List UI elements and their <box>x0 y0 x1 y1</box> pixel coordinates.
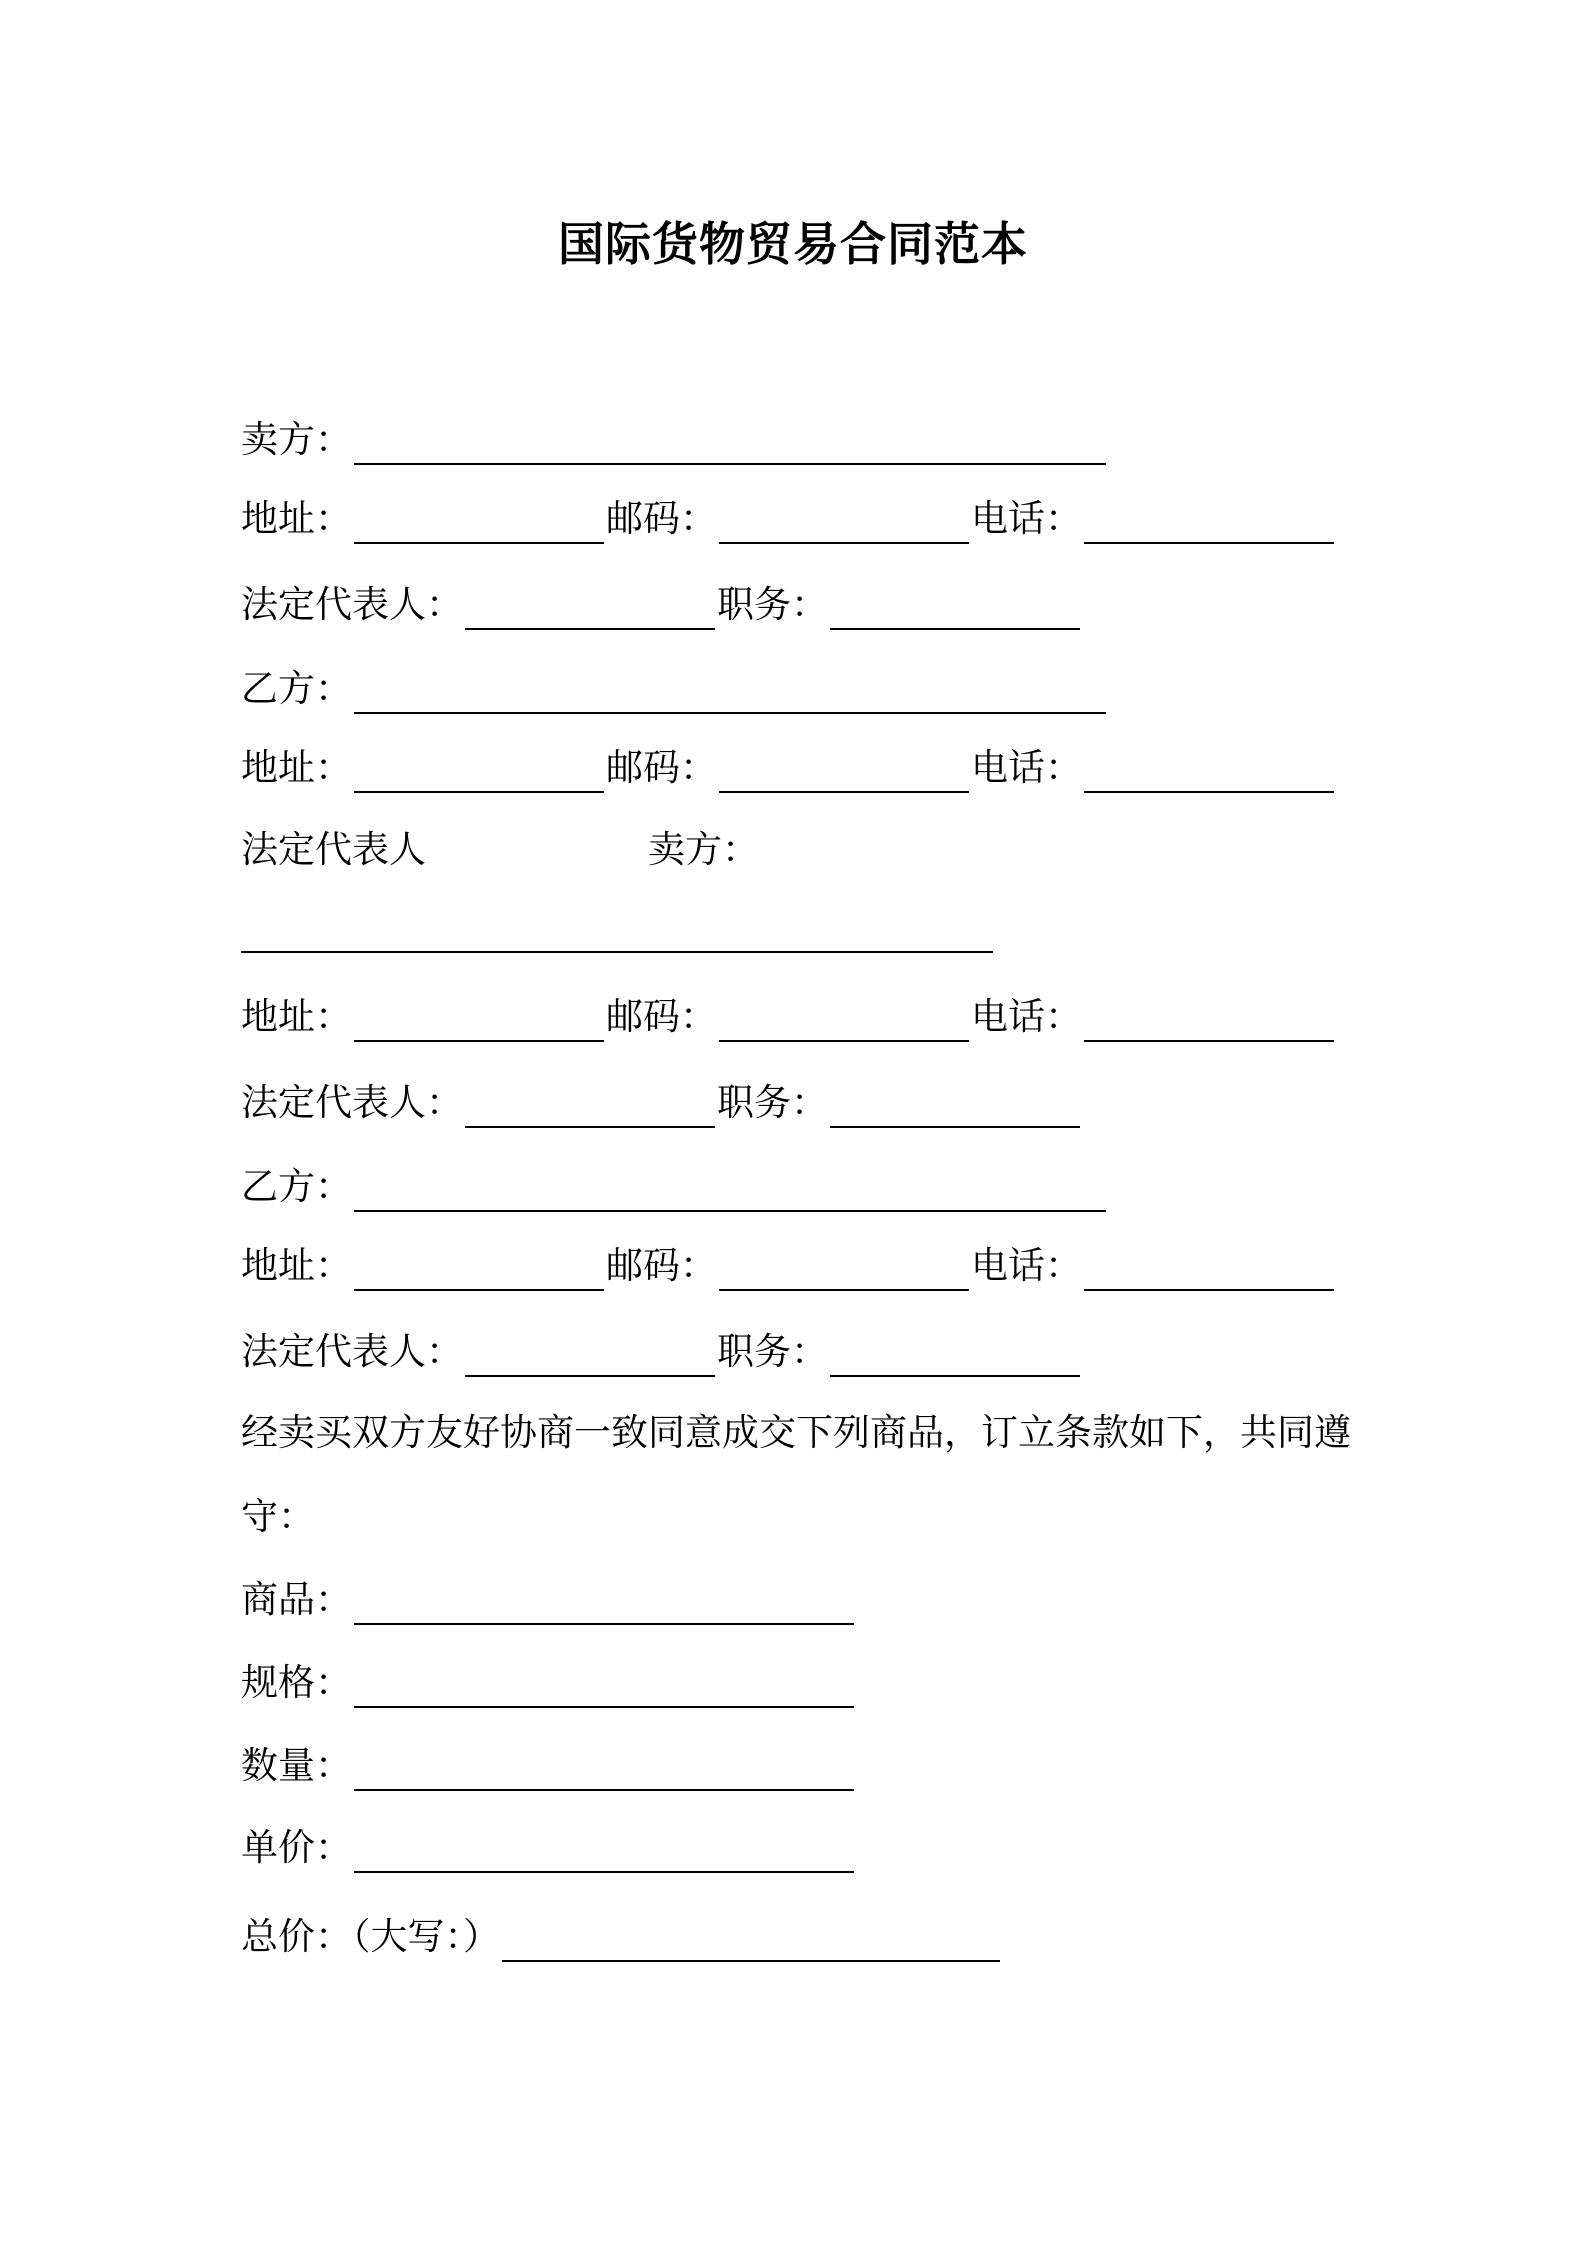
party-b-blank[interactable] <box>354 1172 1106 1212</box>
unit-price-line <box>241 1823 856 1873</box>
position-blank[interactable] <box>830 1088 1080 1128</box>
position-label: 职务： <box>717 1081 828 1124</box>
position-blank[interactable] <box>830 590 1080 630</box>
postcode-label: 邮码： <box>606 746 717 789</box>
phone-label: 电话： <box>971 1244 1082 1287</box>
unit-price-label: 单价： <box>241 1826 352 1869</box>
seller-blank-line <box>241 913 995 953</box>
postcode-label: 邮码： <box>606 1244 717 1287</box>
postcode-label: 邮码： <box>606 497 717 540</box>
party-b-blank[interactable] <box>354 674 1106 714</box>
phone-blank[interactable] <box>1084 504 1334 544</box>
goods-blank[interactable] <box>354 1585 854 1625</box>
postcode-blank[interactable] <box>719 504 969 544</box>
unit-price-blank[interactable] <box>354 1833 854 1873</box>
quantity-line <box>241 1741 856 1791</box>
address-line <box>241 743 1336 793</box>
position-blank[interactable] <box>830 1337 1080 1377</box>
legal-rep-line <box>241 580 1082 630</box>
seller-label: 卖方： <box>241 418 352 461</box>
address-blank[interactable] <box>354 1251 604 1291</box>
address-label: 地址： <box>241 995 352 1038</box>
seller-blank[interactable] <box>354 425 1106 465</box>
phone-blank[interactable] <box>1084 753 1334 793</box>
legal-rep-label: 法定代表人： <box>241 1330 463 1373</box>
goods-label: 商品： <box>241 1578 352 1621</box>
spec-blank[interactable] <box>354 1668 854 1708</box>
address-label: 地址： <box>241 1244 352 1287</box>
phone-label: 电话： <box>971 995 1082 1038</box>
position-label: 职务： <box>717 1330 828 1373</box>
quantity-label: 数量： <box>241 1744 352 1787</box>
phone-label: 电话： <box>971 746 1082 789</box>
legal-rep-line <box>241 1327 1082 1377</box>
legal-rep-line <box>241 1078 1082 1128</box>
phone-blank[interactable] <box>1084 1251 1334 1291</box>
document-title: 国际货物贸易合同范本 <box>558 217 1028 271</box>
party-b-label: 乙方： <box>241 667 352 710</box>
legal-rep-label: 法定代表人 <box>241 828 426 871</box>
address-label: 地址： <box>241 746 352 789</box>
total-price-line <box>241 1912 1002 1962</box>
postcode-blank[interactable] <box>719 1251 969 1291</box>
legal-rep-blank[interactable] <box>465 1337 715 1377</box>
seller-label: 卖方： <box>648 828 759 871</box>
spec-label: 规格： <box>241 1661 352 1704</box>
address-blank[interactable] <box>354 1002 604 1042</box>
party-b-line <box>241 1162 1108 1212</box>
phone-blank[interactable] <box>1084 1002 1334 1042</box>
legal-rep-blank[interactable] <box>465 590 715 630</box>
party-b-label: 乙方： <box>241 1165 352 1208</box>
quantity-blank[interactable] <box>354 1751 854 1791</box>
address-blank[interactable] <box>354 753 604 793</box>
postcode-blank[interactable] <box>719 753 969 793</box>
address-label: 地址： <box>241 497 352 540</box>
postcode-blank[interactable] <box>719 1002 969 1042</box>
address-line <box>241 992 1336 1042</box>
total-price-blank[interactable] <box>502 1922 1000 1962</box>
legal-rep-label: 法定代表人： <box>241 1081 463 1124</box>
phone-label: 电话： <box>971 497 1082 540</box>
seller-blank[interactable] <box>241 913 993 953</box>
position-label: 职务： <box>717 583 828 626</box>
legal-rep-label: 法定代表人： <box>241 583 463 626</box>
party-b-line <box>241 664 1108 714</box>
legal-rep-blank[interactable] <box>465 1088 715 1128</box>
postcode-label: 邮码： <box>606 995 717 1038</box>
goods-line <box>241 1575 856 1625</box>
address-blank[interactable] <box>354 504 604 544</box>
legal-rep-seller-line <box>241 825 759 875</box>
address-line <box>241 494 1336 544</box>
seller-line <box>241 415 1108 465</box>
total-price-label: 总价：（大写：） <box>241 1915 500 1958</box>
agreement-text-line-2: 守： <box>241 1495 315 1538</box>
agreement-text-line-1: 经卖买双方友好协商一致同意成交下列商品，订立条款如下，共同遵 <box>241 1411 1351 1454</box>
address-line <box>241 1241 1336 1291</box>
spec-line <box>241 1658 856 1708</box>
